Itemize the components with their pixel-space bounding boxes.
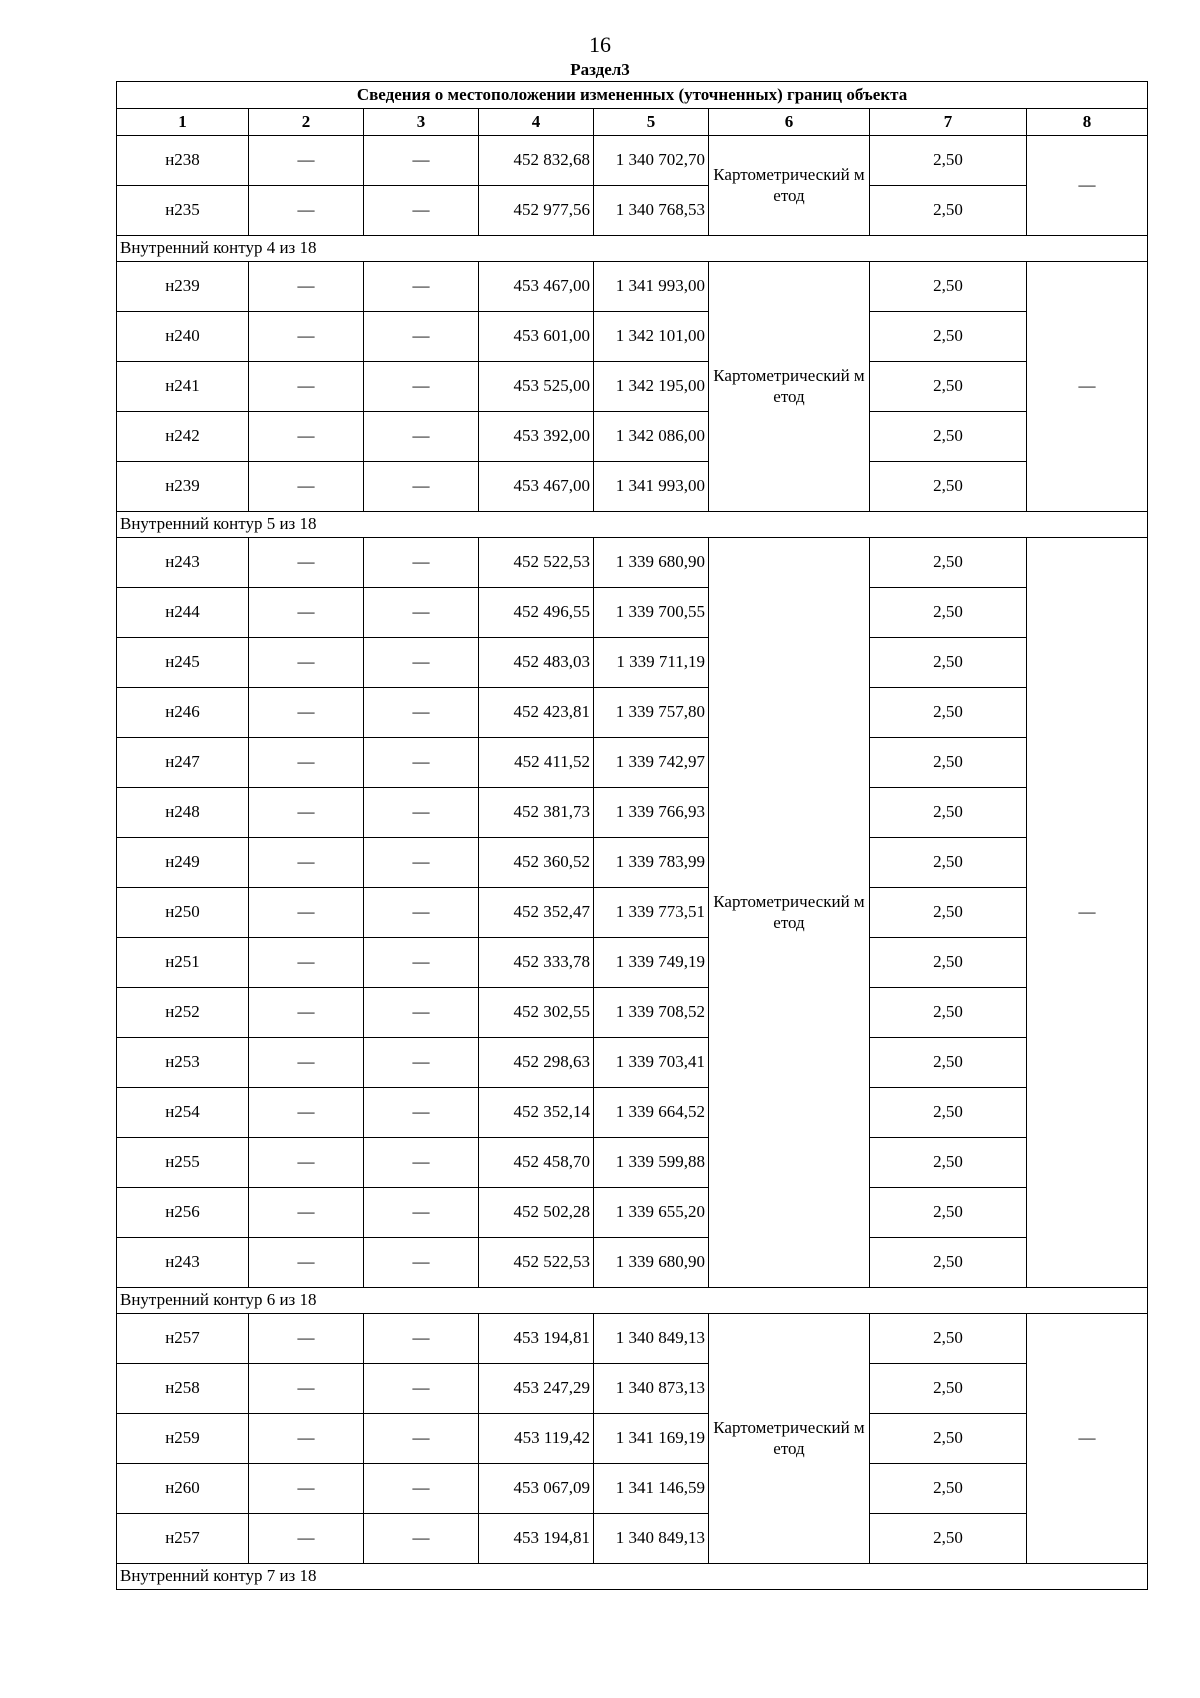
contour-label: Внутренний контур 4 из 18 bbox=[117, 236, 1148, 262]
x-coordinate-cell: 453 467,00 bbox=[479, 462, 594, 512]
col3-cell: — bbox=[364, 1464, 479, 1514]
table-row bbox=[117, 588, 1148, 638]
col2-cell: — bbox=[249, 988, 364, 1038]
table-row bbox=[117, 1364, 1148, 1414]
boundary-coordinates-table bbox=[116, 81, 1148, 1590]
y-coordinate-cell: 1 339 680,90 bbox=[594, 538, 709, 588]
precision-cell: 2,50 bbox=[870, 1188, 1027, 1238]
table-row bbox=[117, 688, 1148, 738]
page-number: 16 bbox=[589, 32, 611, 57]
col3-cell: — bbox=[364, 462, 479, 512]
table-row bbox=[117, 262, 1148, 312]
point-name-cell: н260 bbox=[117, 1464, 249, 1514]
x-coordinate-cell: 452 977,56 bbox=[479, 186, 594, 236]
table-row bbox=[117, 638, 1148, 688]
y-coordinate-cell: 1 341 146,59 bbox=[594, 1464, 709, 1514]
col3-cell: — bbox=[364, 738, 479, 788]
precision-cell: 2,50 bbox=[870, 688, 1027, 738]
precision-cell: 2,50 bbox=[870, 988, 1027, 1038]
x-coordinate-cell: 453 467,00 bbox=[479, 262, 594, 312]
method-text: Картометрический метод bbox=[713, 1418, 865, 1459]
y-coordinate-cell: 1 339 655,20 bbox=[594, 1188, 709, 1238]
point-name-cell: н239 bbox=[117, 462, 249, 512]
col8-cell: — bbox=[1027, 1314, 1148, 1564]
table-row bbox=[117, 412, 1148, 462]
precision-cell: 2,50 bbox=[870, 1514, 1027, 1564]
column-header: 1 bbox=[117, 109, 249, 136]
col8-cell: — bbox=[1027, 136, 1148, 236]
x-coordinate-cell: 453 194,81 bbox=[479, 1514, 594, 1564]
contour-row bbox=[117, 1288, 1148, 1314]
column-header: 8 bbox=[1027, 109, 1148, 136]
y-coordinate-cell: 1 339 742,97 bbox=[594, 738, 709, 788]
table-row bbox=[117, 312, 1148, 362]
precision-cell: 2,50 bbox=[870, 1238, 1027, 1288]
x-coordinate-cell: 452 522,53 bbox=[479, 1238, 594, 1288]
precision-cell: 2,50 bbox=[870, 262, 1027, 312]
y-coordinate-cell: 1 341 993,00 bbox=[594, 262, 709, 312]
table-row bbox=[117, 1138, 1148, 1188]
y-coordinate-cell: 1 342 086,00 bbox=[594, 412, 709, 462]
precision-cell: 2,50 bbox=[870, 362, 1027, 412]
col8-cell: — bbox=[1027, 262, 1148, 512]
col3-cell: — bbox=[364, 638, 479, 688]
point-name-cell: н251 bbox=[117, 938, 249, 988]
precision-cell: 2,50 bbox=[870, 1138, 1027, 1188]
col3-cell: — bbox=[364, 1038, 479, 1088]
x-coordinate-cell: 453 194,81 bbox=[479, 1314, 594, 1364]
col2-cell: — bbox=[249, 1238, 364, 1288]
col3-cell: — bbox=[364, 788, 479, 838]
y-coordinate-cell: 1 339 757,80 bbox=[594, 688, 709, 738]
y-coordinate-cell: 1 339 664,52 bbox=[594, 1088, 709, 1138]
col2-cell: — bbox=[249, 262, 364, 312]
point-name-cell: н250 bbox=[117, 888, 249, 938]
y-coordinate-cell: 1 339 599,88 bbox=[594, 1138, 709, 1188]
col3-cell: — bbox=[364, 136, 479, 186]
col3-cell: — bbox=[364, 1314, 479, 1364]
x-coordinate-cell: 452 502,28 bbox=[479, 1188, 594, 1238]
x-coordinate-cell: 452 522,53 bbox=[479, 538, 594, 588]
method-text: Картометрический метод bbox=[713, 892, 865, 933]
precision-cell: 2,50 bbox=[870, 312, 1027, 362]
col3-cell: — bbox=[364, 1088, 479, 1138]
x-coordinate-cell: 453 119,42 bbox=[479, 1414, 594, 1464]
col3-cell: — bbox=[364, 938, 479, 988]
col3-cell: — bbox=[364, 1238, 479, 1288]
col2-cell: — bbox=[249, 688, 364, 738]
table-row bbox=[117, 1414, 1148, 1464]
column-header: 7 bbox=[870, 109, 1027, 136]
point-name-cell: н257 bbox=[117, 1314, 249, 1364]
col2-cell: — bbox=[249, 1088, 364, 1138]
point-name-cell: н248 bbox=[117, 788, 249, 838]
y-coordinate-cell: 1 342 101,00 bbox=[594, 312, 709, 362]
column-header: 3 bbox=[364, 109, 479, 136]
method-text: Картометрический метод bbox=[713, 165, 865, 206]
column-header: 6 bbox=[709, 109, 870, 136]
col3-cell: — bbox=[364, 1414, 479, 1464]
table-row bbox=[117, 538, 1148, 588]
precision-cell: 2,50 bbox=[870, 136, 1027, 186]
contour-label: Внутренний контур 7 из 18 bbox=[117, 1564, 1148, 1590]
table-row bbox=[117, 1314, 1148, 1364]
table-row bbox=[117, 186, 1148, 236]
contour-label: Внутренний контур 6 из 18 bbox=[117, 1288, 1148, 1314]
col2-cell: — bbox=[249, 1314, 364, 1364]
column-header: 5 bbox=[594, 109, 709, 136]
precision-cell: 2,50 bbox=[870, 1464, 1027, 1514]
table-row bbox=[117, 738, 1148, 788]
x-coordinate-cell: 452 352,47 bbox=[479, 888, 594, 938]
x-coordinate-cell: 452 832,68 bbox=[479, 136, 594, 186]
col3-cell: — bbox=[364, 362, 479, 412]
col2-cell: — bbox=[249, 1414, 364, 1464]
column-header: 2 bbox=[249, 109, 364, 136]
y-coordinate-cell: 1 339 749,19 bbox=[594, 938, 709, 988]
y-coordinate-cell: 1 341 169,19 bbox=[594, 1414, 709, 1464]
col3-cell: — bbox=[364, 312, 479, 362]
table-row bbox=[117, 462, 1148, 512]
precision-cell: 2,50 bbox=[870, 1038, 1027, 1088]
precision-cell: 2,50 bbox=[870, 412, 1027, 462]
table-row bbox=[117, 1038, 1148, 1088]
col2-cell: — bbox=[249, 1138, 364, 1188]
x-coordinate-cell: 452 352,14 bbox=[479, 1088, 594, 1138]
table-row bbox=[117, 136, 1148, 186]
precision-cell: 2,50 bbox=[870, 538, 1027, 588]
table-row bbox=[117, 938, 1148, 988]
y-coordinate-cell: 1 340 768,53 bbox=[594, 186, 709, 236]
contour-label: Внутренний контур 5 из 18 bbox=[117, 512, 1148, 538]
column-header: 4 bbox=[479, 109, 594, 136]
col2-cell: — bbox=[249, 1514, 364, 1564]
col2-cell: — bbox=[249, 638, 364, 688]
table-row bbox=[117, 988, 1148, 1038]
precision-cell: 2,50 bbox=[870, 588, 1027, 638]
col2-cell: — bbox=[249, 1464, 364, 1514]
point-name-cell: н240 bbox=[117, 312, 249, 362]
col2-cell: — bbox=[249, 412, 364, 462]
col2-cell: — bbox=[249, 462, 364, 512]
method-cell bbox=[709, 262, 870, 512]
col3-cell: — bbox=[364, 186, 479, 236]
precision-cell: 2,50 bbox=[870, 462, 1027, 512]
contour-row bbox=[117, 1564, 1148, 1590]
method-text: Картометрический метод bbox=[713, 366, 865, 407]
point-name-cell: н256 bbox=[117, 1188, 249, 1238]
y-coordinate-cell: 1 341 993,00 bbox=[594, 462, 709, 512]
col3-cell: — bbox=[364, 262, 479, 312]
table-row bbox=[117, 1514, 1148, 1564]
contour-row bbox=[117, 512, 1148, 538]
point-name-cell: н241 bbox=[117, 362, 249, 412]
y-coordinate-cell: 1 340 849,13 bbox=[594, 1514, 709, 1564]
y-coordinate-cell: 1 340 873,13 bbox=[594, 1364, 709, 1414]
precision-cell: 2,50 bbox=[870, 638, 1027, 688]
col3-cell: — bbox=[364, 1188, 479, 1238]
col3-cell: — bbox=[364, 888, 479, 938]
method-cell bbox=[709, 538, 870, 1288]
x-coordinate-cell: 453 247,29 bbox=[479, 1364, 594, 1414]
point-name-cell: н246 bbox=[117, 688, 249, 738]
precision-cell: 2,50 bbox=[870, 1414, 1027, 1464]
x-coordinate-cell: 452 381,73 bbox=[479, 788, 594, 838]
x-coordinate-cell: 452 302,55 bbox=[479, 988, 594, 1038]
col2-cell: — bbox=[249, 1038, 364, 1088]
point-name-cell: н242 bbox=[117, 412, 249, 462]
y-coordinate-cell: 1 339 700,55 bbox=[594, 588, 709, 638]
table-title: Сведения о местоположении измененных (уточненных) границ объекта bbox=[117, 82, 1148, 109]
y-coordinate-cell: 1 339 711,19 bbox=[594, 638, 709, 688]
precision-cell: 2,50 bbox=[870, 888, 1027, 938]
point-name-cell: н252 bbox=[117, 988, 249, 1038]
x-coordinate-cell: 453 525,00 bbox=[479, 362, 594, 412]
col3-cell: — bbox=[364, 1514, 479, 1564]
y-coordinate-cell: 1 339 703,41 bbox=[594, 1038, 709, 1088]
table-row bbox=[117, 888, 1148, 938]
point-name-cell: н239 bbox=[117, 262, 249, 312]
point-name-cell: н253 bbox=[117, 1038, 249, 1088]
table-title-row bbox=[117, 82, 1148, 109]
y-coordinate-cell: 1 342 195,00 bbox=[594, 362, 709, 412]
x-coordinate-cell: 453 392,00 bbox=[479, 412, 594, 462]
y-coordinate-cell: 1 340 849,13 bbox=[594, 1314, 709, 1364]
col3-cell: — bbox=[364, 588, 479, 638]
point-name-cell: н255 bbox=[117, 1138, 249, 1188]
col2-cell: — bbox=[249, 538, 364, 588]
point-name-cell: н249 bbox=[117, 838, 249, 888]
precision-cell: 2,50 bbox=[870, 838, 1027, 888]
method-cell bbox=[709, 136, 870, 236]
col3-cell: — bbox=[364, 1138, 479, 1188]
col2-cell: — bbox=[249, 938, 364, 988]
table-row bbox=[117, 362, 1148, 412]
method-cell bbox=[709, 1314, 870, 1564]
point-name-cell: н258 bbox=[117, 1364, 249, 1414]
col3-cell: — bbox=[364, 688, 479, 738]
section-title: Раздел3 bbox=[570, 60, 630, 79]
col2-cell: — bbox=[249, 136, 364, 186]
col2-cell: — bbox=[249, 888, 364, 938]
table-row bbox=[117, 1188, 1148, 1238]
precision-cell: 2,50 bbox=[870, 1088, 1027, 1138]
precision-cell: 2,50 bbox=[870, 1364, 1027, 1414]
point-name-cell: н259 bbox=[117, 1414, 249, 1464]
point-name-cell: н245 bbox=[117, 638, 249, 688]
x-coordinate-cell: 453 067,09 bbox=[479, 1464, 594, 1514]
col3-cell: — bbox=[364, 412, 479, 462]
x-coordinate-cell: 452 458,70 bbox=[479, 1138, 594, 1188]
x-coordinate-cell: 453 601,00 bbox=[479, 312, 594, 362]
x-coordinate-cell: 452 423,81 bbox=[479, 688, 594, 738]
col2-cell: — bbox=[249, 1364, 364, 1414]
table-row bbox=[117, 788, 1148, 838]
col8-cell: — bbox=[1027, 538, 1148, 1288]
col2-cell: — bbox=[249, 1188, 364, 1238]
point-name-cell: н244 bbox=[117, 588, 249, 638]
precision-cell: 2,50 bbox=[870, 1314, 1027, 1364]
precision-cell: 2,50 bbox=[870, 186, 1027, 236]
x-coordinate-cell: 452 333,78 bbox=[479, 938, 594, 988]
x-coordinate-cell: 452 483,03 bbox=[479, 638, 594, 688]
col3-cell: — bbox=[364, 1364, 479, 1414]
y-coordinate-cell: 1 339 708,52 bbox=[594, 988, 709, 1038]
precision-cell: 2,50 bbox=[870, 788, 1027, 838]
point-name-cell: н243 bbox=[117, 1238, 249, 1288]
point-name-cell: н235 bbox=[117, 186, 249, 236]
point-name-cell: н243 bbox=[117, 538, 249, 588]
x-coordinate-cell: 452 411,52 bbox=[479, 738, 594, 788]
table-row bbox=[117, 1088, 1148, 1138]
x-coordinate-cell: 452 298,63 bbox=[479, 1038, 594, 1088]
x-coordinate-cell: 452 496,55 bbox=[479, 588, 594, 638]
y-coordinate-cell: 1 339 773,51 bbox=[594, 888, 709, 938]
col3-cell: — bbox=[364, 538, 479, 588]
table-row bbox=[117, 838, 1148, 888]
point-name-cell: н247 bbox=[117, 738, 249, 788]
col2-cell: — bbox=[249, 186, 364, 236]
col2-cell: — bbox=[249, 312, 364, 362]
precision-cell: 2,50 bbox=[870, 938, 1027, 988]
col2-cell: — bbox=[249, 362, 364, 412]
point-name-cell: н257 bbox=[117, 1514, 249, 1564]
col2-cell: — bbox=[249, 588, 364, 638]
column-header-row bbox=[117, 109, 1148, 136]
y-coordinate-cell: 1 340 702,70 bbox=[594, 136, 709, 186]
col3-cell: — bbox=[364, 838, 479, 888]
point-name-cell: н254 bbox=[117, 1088, 249, 1138]
precision-cell: 2,50 bbox=[870, 738, 1027, 788]
y-coordinate-cell: 1 339 680,90 bbox=[594, 1238, 709, 1288]
col2-cell: — bbox=[249, 788, 364, 838]
col2-cell: — bbox=[249, 838, 364, 888]
point-name-cell: н238 bbox=[117, 136, 249, 186]
col3-cell: — bbox=[364, 988, 479, 1038]
table-row bbox=[117, 1464, 1148, 1514]
contour-row bbox=[117, 236, 1148, 262]
y-coordinate-cell: 1 339 783,99 bbox=[594, 838, 709, 888]
y-coordinate-cell: 1 339 766,93 bbox=[594, 788, 709, 838]
table-row bbox=[117, 1238, 1148, 1288]
x-coordinate-cell: 452 360,52 bbox=[479, 838, 594, 888]
col2-cell: — bbox=[249, 738, 364, 788]
